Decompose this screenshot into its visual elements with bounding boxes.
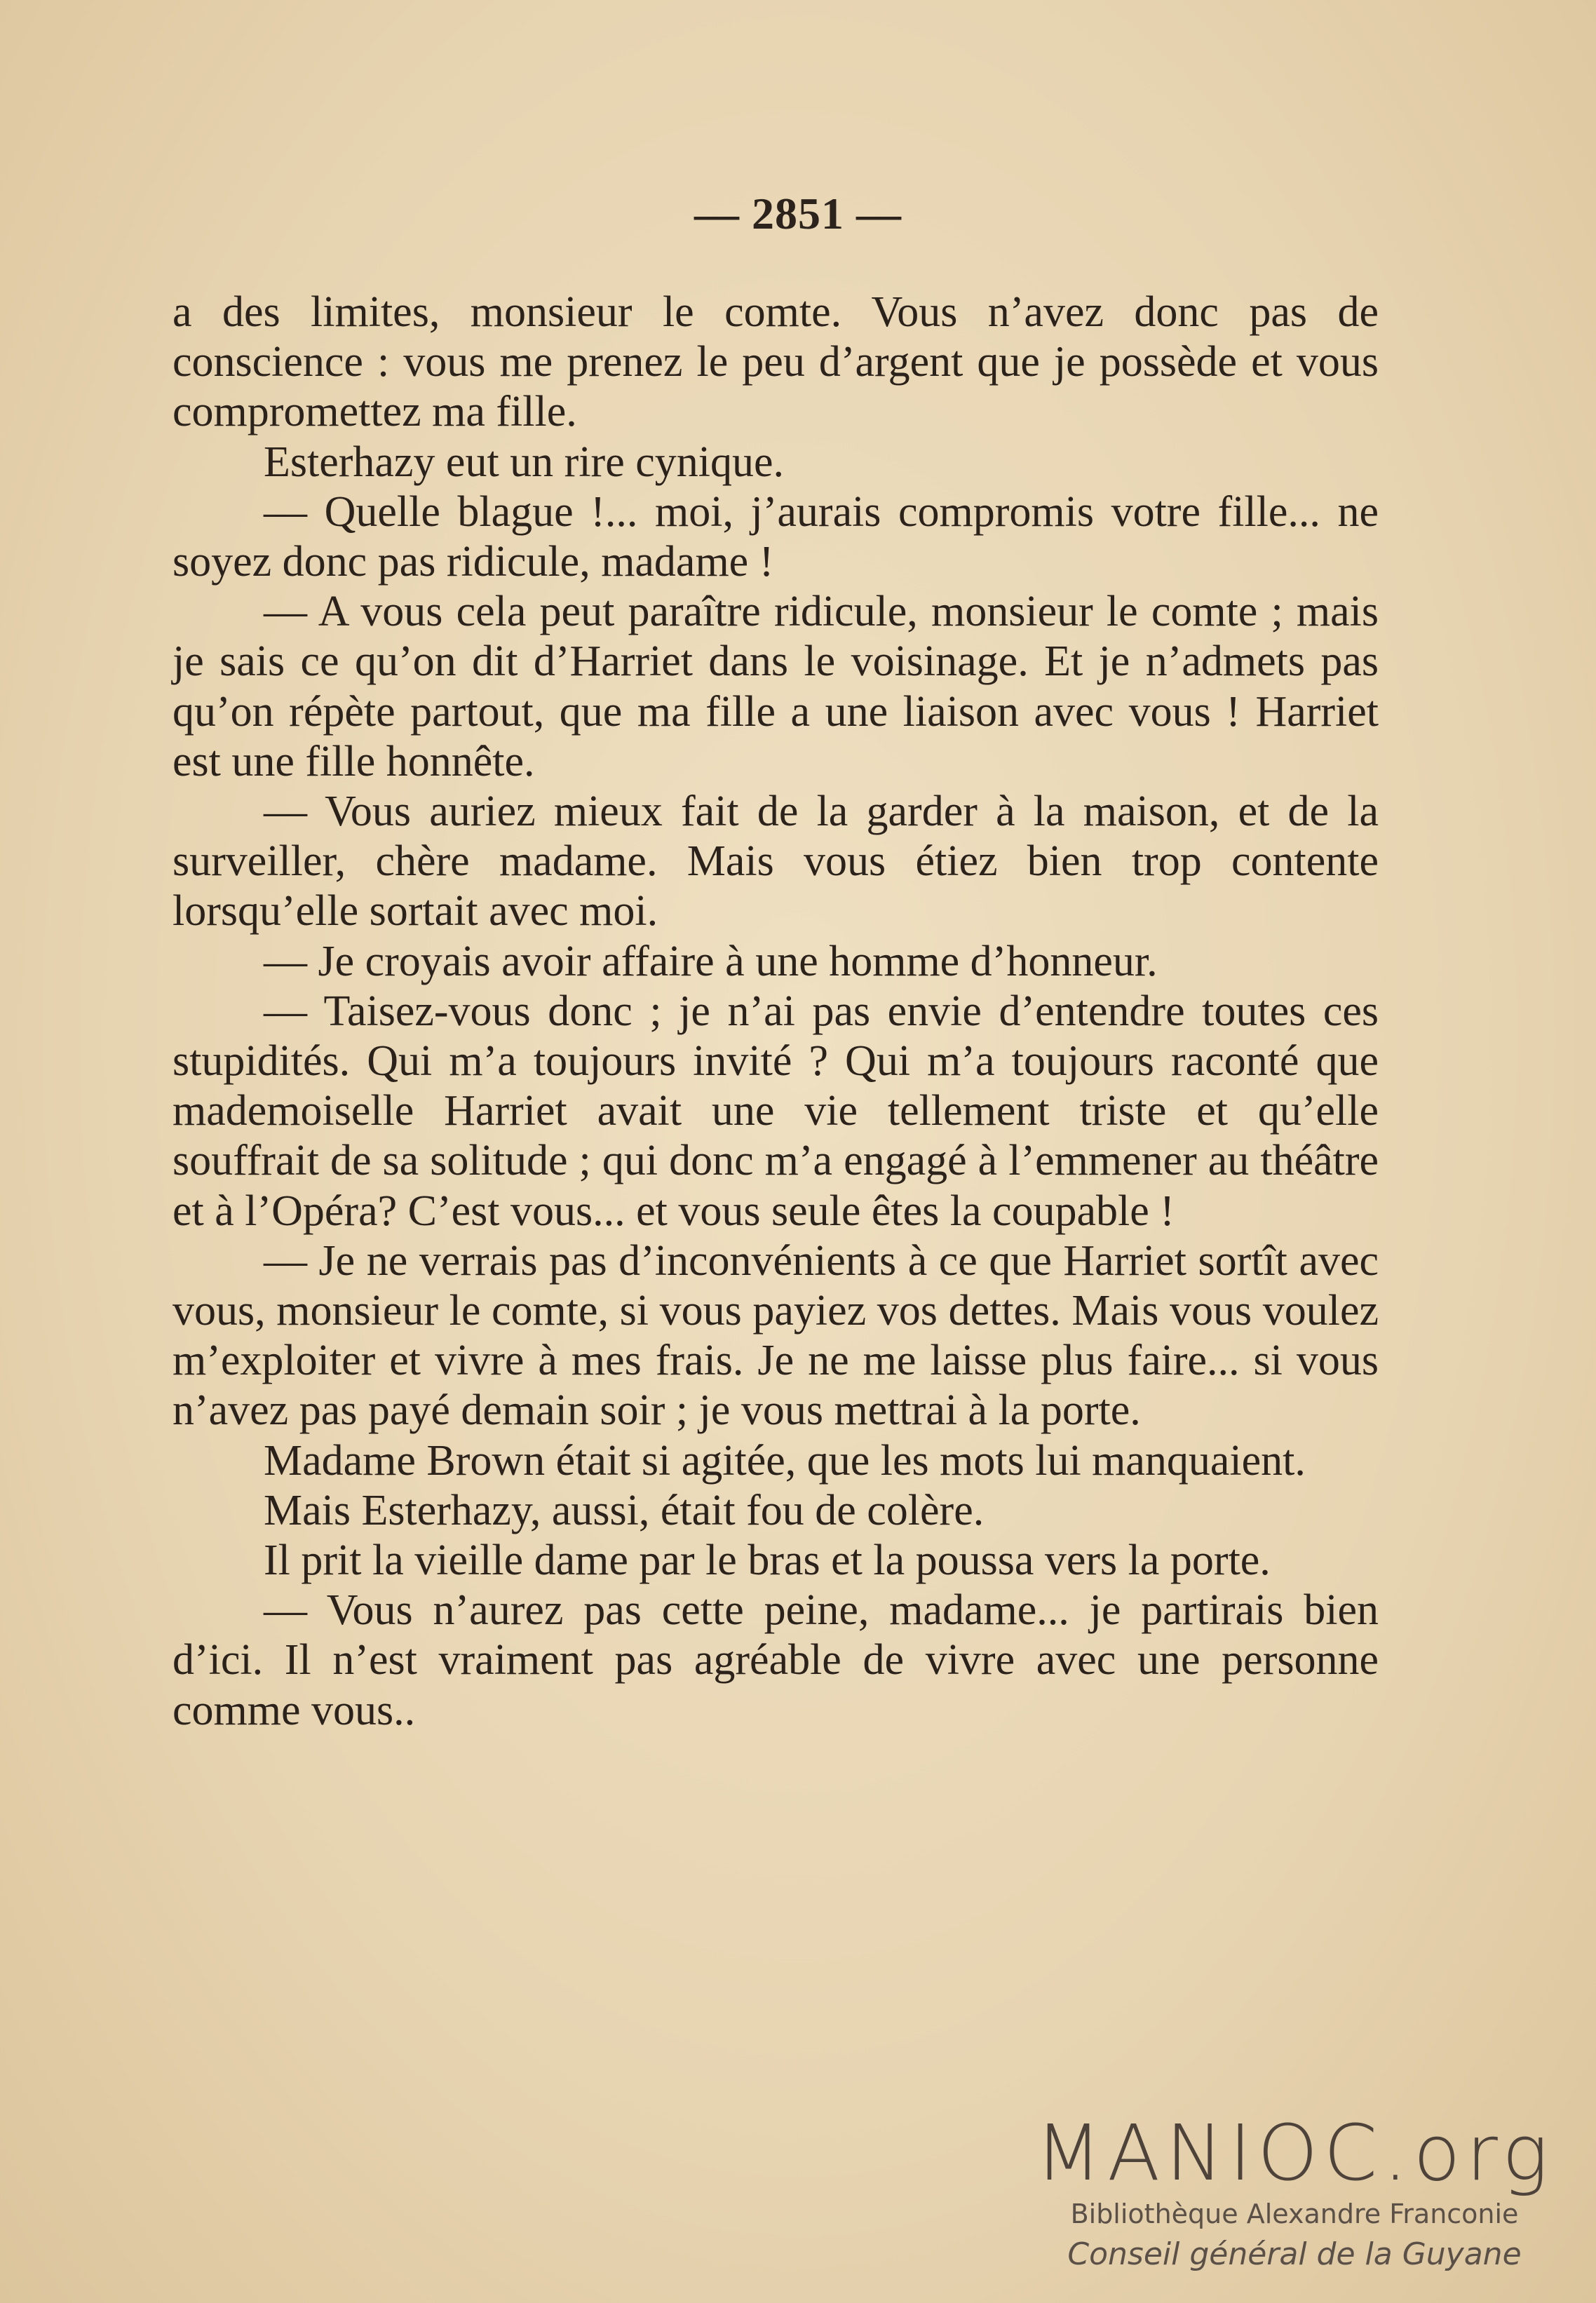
paragraph: — A vous cela peut paraître ridicule, monsieur le comte ; mais je sais ce qu’on dit d’Harriet dans le voisinage. Et je n’admets pas qu’on répète partout, que ma fille a une liaison avec vous ! Harriet est une fille honnête. [173, 588, 1379, 785]
paragraph: — Je croyais avoir affaire à une homme d’honneur. [264, 937, 1158, 985]
paragraph: — Je ne verrais pas d’inconvénients à ce que Harriet sortît avec vous, monsieur le comte, si vous payiez vos dettes. Mais vous voulez m’exploiter et vivre à mes frais. Je ne me laisse plus faire... si vous n’avez pas payé demain soir ; je vous mettrai à la porte. [173, 1236, 1379, 1435]
page-number: — 2851 — [694, 189, 902, 238]
library-name: Bibliothèque Alexandre Franconie [1070, 2199, 1519, 2229]
library-watermark [1028, 2108, 1561, 2276]
paragraph: Mais Esterhazy, aussi, était fou de colère. [264, 1486, 985, 1534]
paragraph: — Taisez-vous donc ; je n’ai pas envie d’entendre toutes ces stupidités. Qui m’a toujours invité ? Qui m’a toujours raconté que mademoiselle Harriet avait une vie tellement triste et qu’elle souffrait de sa solitude ; qui donc m’a engagé à l’emmener au théâtre et à l’Opéra? C’est vous... et vous seule êtes la coupable ! [173, 987, 1379, 1235]
manioc-logo: MANIOC.org [1035, 2108, 1554, 2198]
paragraph: Il prit la vieille dame par le bras et la poussa vers la porte. [264, 1537, 1271, 1585]
paragraph: — Vous n’aurez pas cette peine, madame... je partirais bien d’ici. Il n’est vraiment pas agréable de vivre avec une personne comme vous.. [173, 1586, 1379, 1734]
body-text [173, 288, 1379, 1736]
paragraph: a des limites, monsieur le comte. Vous n’avez donc pas de conscience : vous me prenez le peu d’argent que je possède et vous compromettez ma fille. [173, 288, 1379, 436]
paragraph: — Vous auriez mieux fait de la garder à la maison, et de la surveiller, chère madame. Mais vous étiez bien trop contente lorsqu’elle sortait avec moi. [173, 788, 1379, 936]
paragraph: Madame Brown était si agitée, que les mots lui manquaient. [264, 1436, 1306, 1485]
council-name: Conseil général de la Guyane [1067, 2236, 1522, 2272]
paragraph: Esterhazy eut un rire cynique. [264, 438, 784, 486]
paragraph: — Quelle blague !... moi, j’aurais compromis votre fille... ne soyez donc pas ridicule, madame ! [173, 487, 1379, 586]
